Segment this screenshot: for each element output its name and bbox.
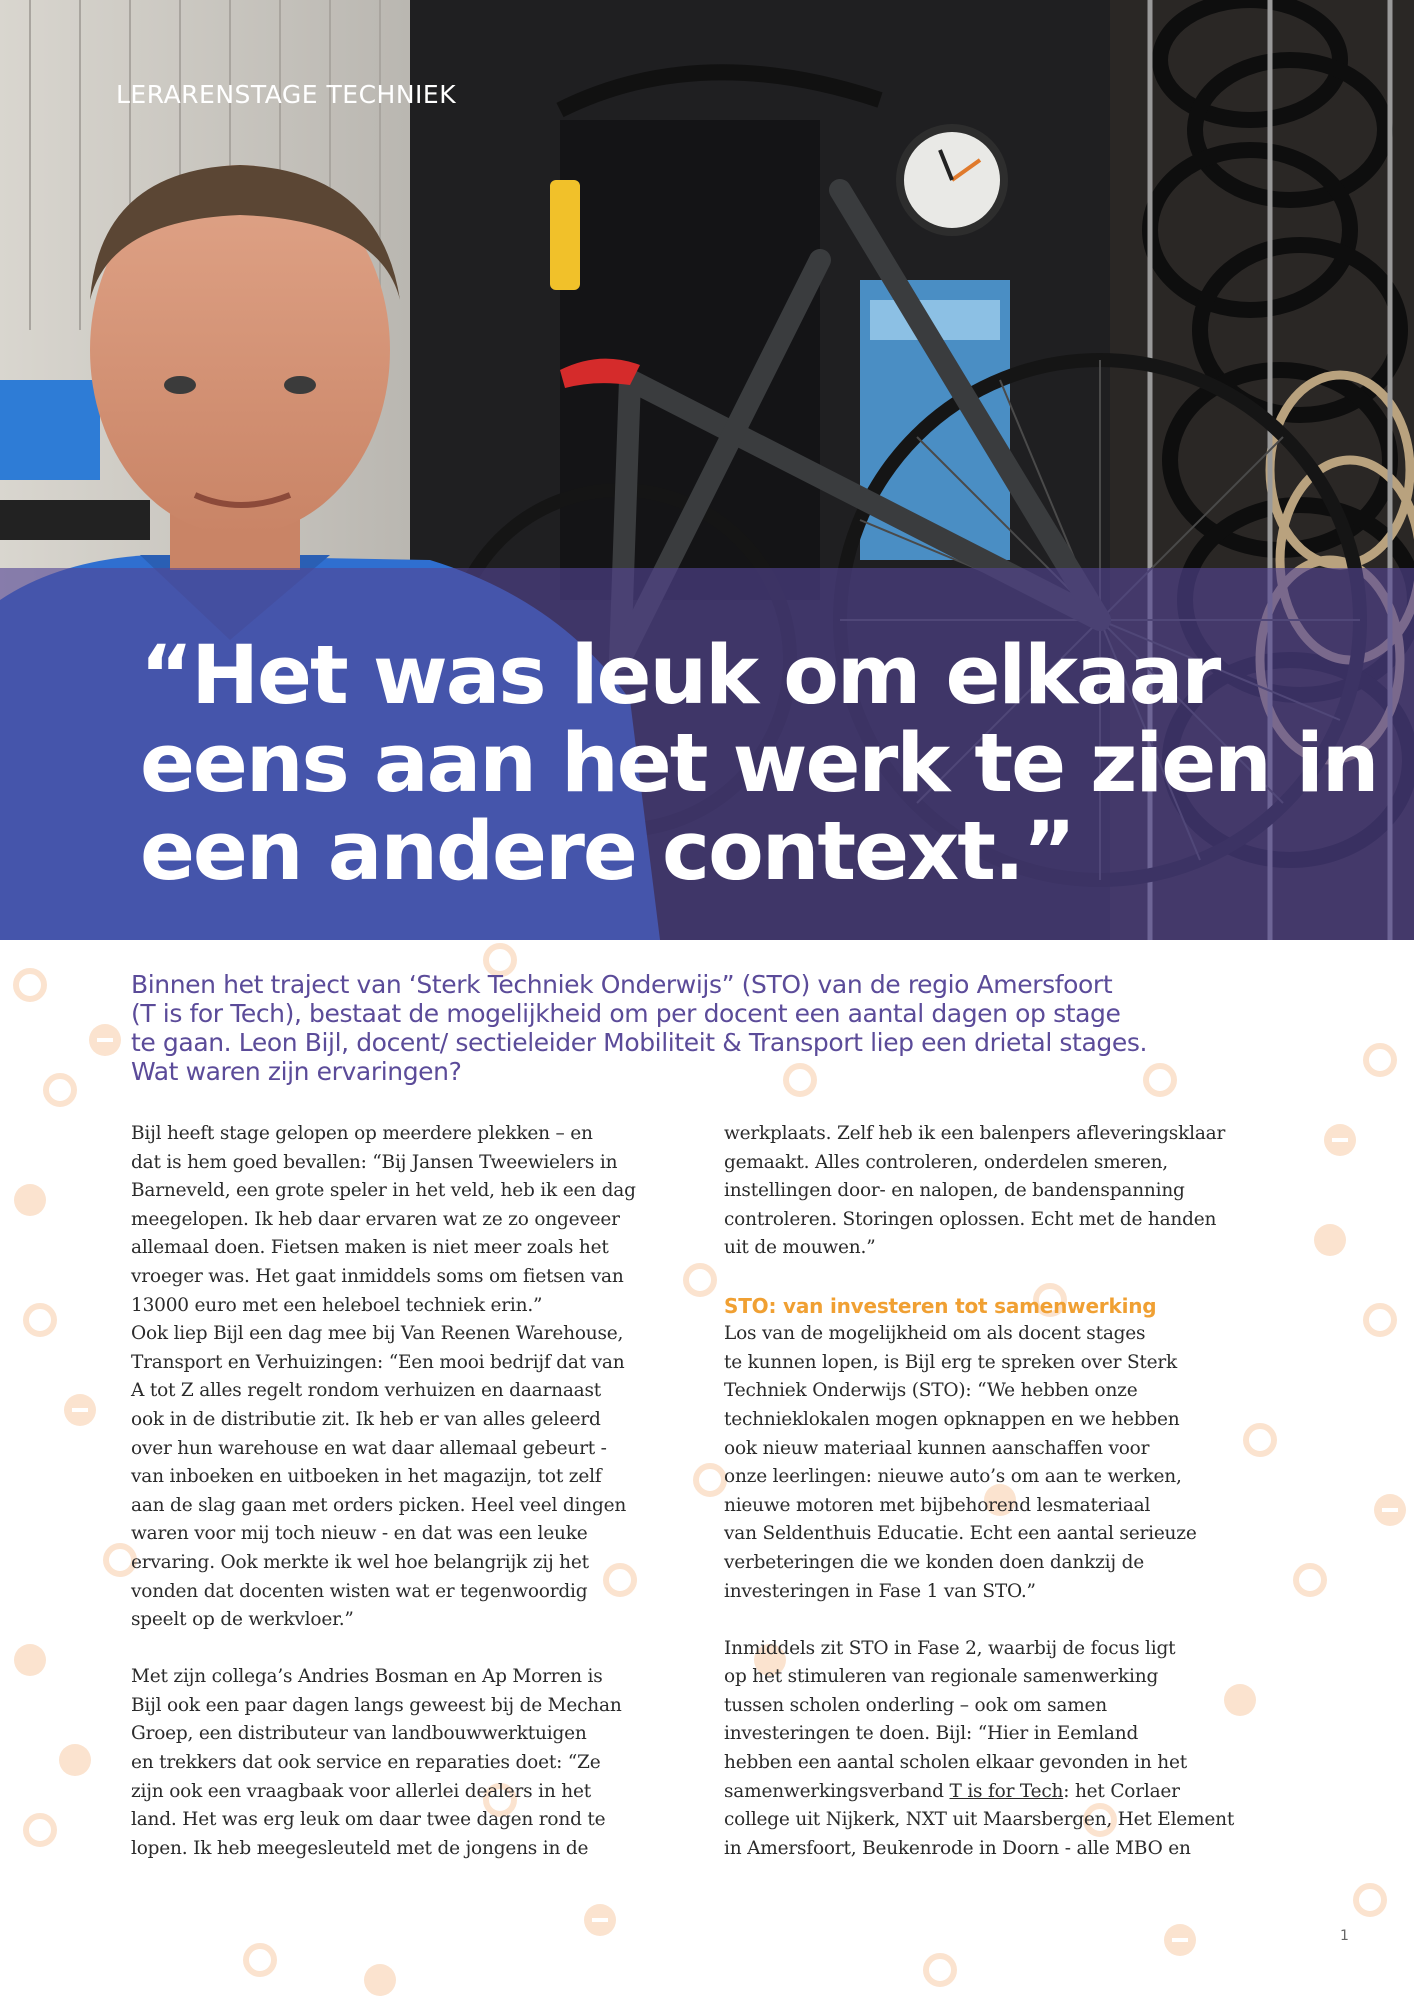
body-line: Met zijn collega’s Andries Bosman en Ap Morren is: [131, 1666, 603, 1688]
paragraph-gap: [724, 1606, 1314, 1635]
body-line: ook in de distributie zit. Ik heb er van alles geleerd: [131, 1408, 601, 1430]
body-line: college uit Nijkerk, NXT uit Maarsbergen, Het Element: [724, 1809, 1235, 1831]
body-line: Los van de mogelijkheid om als docent stages: [724, 1323, 1146, 1345]
body-line: Techniek Onderwijs (STO): “We hebben onze: [724, 1380, 1138, 1402]
hero-photo: [0, 0, 1414, 940]
body-line: technieklokalen mogen opknappen en we hebben: [724, 1408, 1180, 1430]
body-line: onze leerlingen: nieuwe auto’s om aan te werken,: [724, 1466, 1182, 1488]
body-line: Groep, een distributeur van landbouwwerktuigen: [131, 1723, 587, 1745]
section-label: LERARENSTAGE TECHNIEK: [116, 80, 457, 109]
body-line: in Amersfoort, Beukenrode in Doorn - alle MBO en: [724, 1837, 1191, 1859]
body-line: Bijl ook een paar dagen langs geweest bij de Mechan: [131, 1694, 622, 1716]
body-line: zijn ook een vraagbaak voor allerlei dealers in het: [131, 1780, 591, 1802]
quote-line: eens aan het werk te zien in: [140, 717, 1378, 811]
intro-line: Wat waren zijn ervaringen?: [131, 1057, 462, 1086]
body-line: Ook liep Bijl een dag mee bij Van Reenen Warehouse,: [131, 1323, 624, 1345]
body-line: aan de slag gaan met orders picken. Heel veel dingen: [131, 1494, 627, 1516]
quote-line: een andere context.”: [140, 805, 1075, 899]
body-line: controleren. Storingen oplossen. Echt met de handen: [724, 1208, 1217, 1230]
body-line: instellingen door- en nalopen, de bandenspanning: [724, 1180, 1185, 1202]
intro-lead-text: [131, 970, 1311, 1086]
body-line: gemaakt. Alles controleren, onderdelen smeren,: [724, 1151, 1168, 1173]
body-line: Transport en Verhuizingen: “Een mooi bedrijf dat van: [131, 1351, 625, 1373]
body-line: van Seldenthuis Educatie. Echt een aantal serieuze: [724, 1523, 1197, 1545]
body-line: vroeger was. Het gaat inmiddels soms om fietsen van: [131, 1265, 624, 1287]
body-line: 13000 euro met een heleboel techniek erin.”: [131, 1294, 543, 1316]
link-prefix-text: samenwerkingsverband: [724, 1780, 950, 1802]
body-line: van inboeken en uitboeken in het magazijn, tot zelf: [131, 1466, 602, 1488]
body-line: investeringen in Fase 1 van STO.”: [724, 1580, 1036, 1602]
t-is-for-tech-link[interactable]: T is for Tech: [949, 1780, 1064, 1802]
article-right-column: [724, 1120, 1314, 1863]
body-line: speelt op de werkvloer.”: [131, 1609, 354, 1631]
body-line: Bijl heeft stage gelopen op meerdere plekken – en: [131, 1123, 593, 1144]
body-line: A tot Z alles regelt rondom verhuizen en daarnaast: [131, 1380, 602, 1402]
body-line: Barneveld, een grote speler in het veld, heb ik een dag: [131, 1180, 636, 1202]
link-suffix-text: : het Corlaer: [1063, 1780, 1180, 1802]
body-line: verbeteringen die we konden doen dankzij de: [724, 1551, 1144, 1573]
body-line: lopen. Ik heb meegesleuteld met de jongens in de: [131, 1837, 589, 1859]
body-line: tussen scholen onderling – ook om samen: [724, 1694, 1107, 1716]
body-line: te kunnen lopen, is Bijl erg te spreken over Sterk: [724, 1351, 1178, 1373]
body-line-with-link: [724, 1778, 1314, 1807]
body-line: meegelopen. Ik heb daar ervaren wat ze zo ongeveer: [131, 1208, 620, 1230]
body-line: ook nieuw materiaal kunnen aanschaffen voor: [724, 1437, 1150, 1459]
body-line: allemaal doen. Fietsen maken is niet meer zoals het: [131, 1237, 609, 1259]
body-line: Inmiddels zit STO in Fase 2, waarbij de focus ligt: [724, 1637, 1176, 1659]
intro-line: Binnen het traject van ‘Sterk Techniek Onderwijs” (STO) van de regio Amersfoort: [131, 970, 1113, 999]
body-line: dat is hem goed bevallen: “Bij Jansen Tweewielers in: [131, 1151, 618, 1173]
body-line: en trekkers dat ook service en reparaties doet: “Ze: [131, 1752, 601, 1774]
body-line: werkplaats. Zelf heb ik een balenpers afleveringsklaar: [724, 1123, 1226, 1144]
page-number: 1: [1340, 1928, 1349, 1944]
body-line: waren voor mij toch nieuw - en dat was een leuke: [131, 1523, 588, 1545]
body-line: op het stimuleren van regionale samenwerking: [724, 1666, 1159, 1688]
intro-line: (T is for Tech), bestaat de mogelijkheid om per docent een aantal dagen op stage: [131, 999, 1121, 1028]
quote-line: “Het was leuk om elkaar: [140, 629, 1220, 723]
body-line: uit de mouwen.”: [724, 1237, 876, 1259]
intro-line: te gaan. Leon Bijl, docent/ sectieleider Mobiliteit & Transport liep een drietal stages.: [131, 1028, 1147, 1057]
body-line: nieuwe motoren met bijbehorend lesmateriaal: [724, 1494, 1151, 1516]
body-line: over hun warehouse en wat daar allemaal gebeurt -: [131, 1437, 607, 1459]
body-line: hebben een aantal scholen elkaar gevonden in het: [724, 1752, 1187, 1774]
pull-quote-headline: [140, 629, 1380, 899]
paragraph-gap: [724, 1263, 1314, 1292]
body-line: land. Het was erg leuk om daar twee dagen rond te: [131, 1809, 606, 1831]
body-line: vonden dat docenten wisten wat er tegenwoordig: [131, 1580, 588, 1602]
body-line: ervaring. Ook merkte ik wel hoe belangrijk zij het: [131, 1551, 589, 1573]
article-left-column: [131, 1120, 701, 1863]
section-subheading: STO: van investeren tot samenwerking: [724, 1293, 1157, 1318]
body-line: investeringen te doen. Bijl: “Hier in Eemland: [724, 1723, 1139, 1745]
paragraph-gap: [131, 1635, 701, 1664]
